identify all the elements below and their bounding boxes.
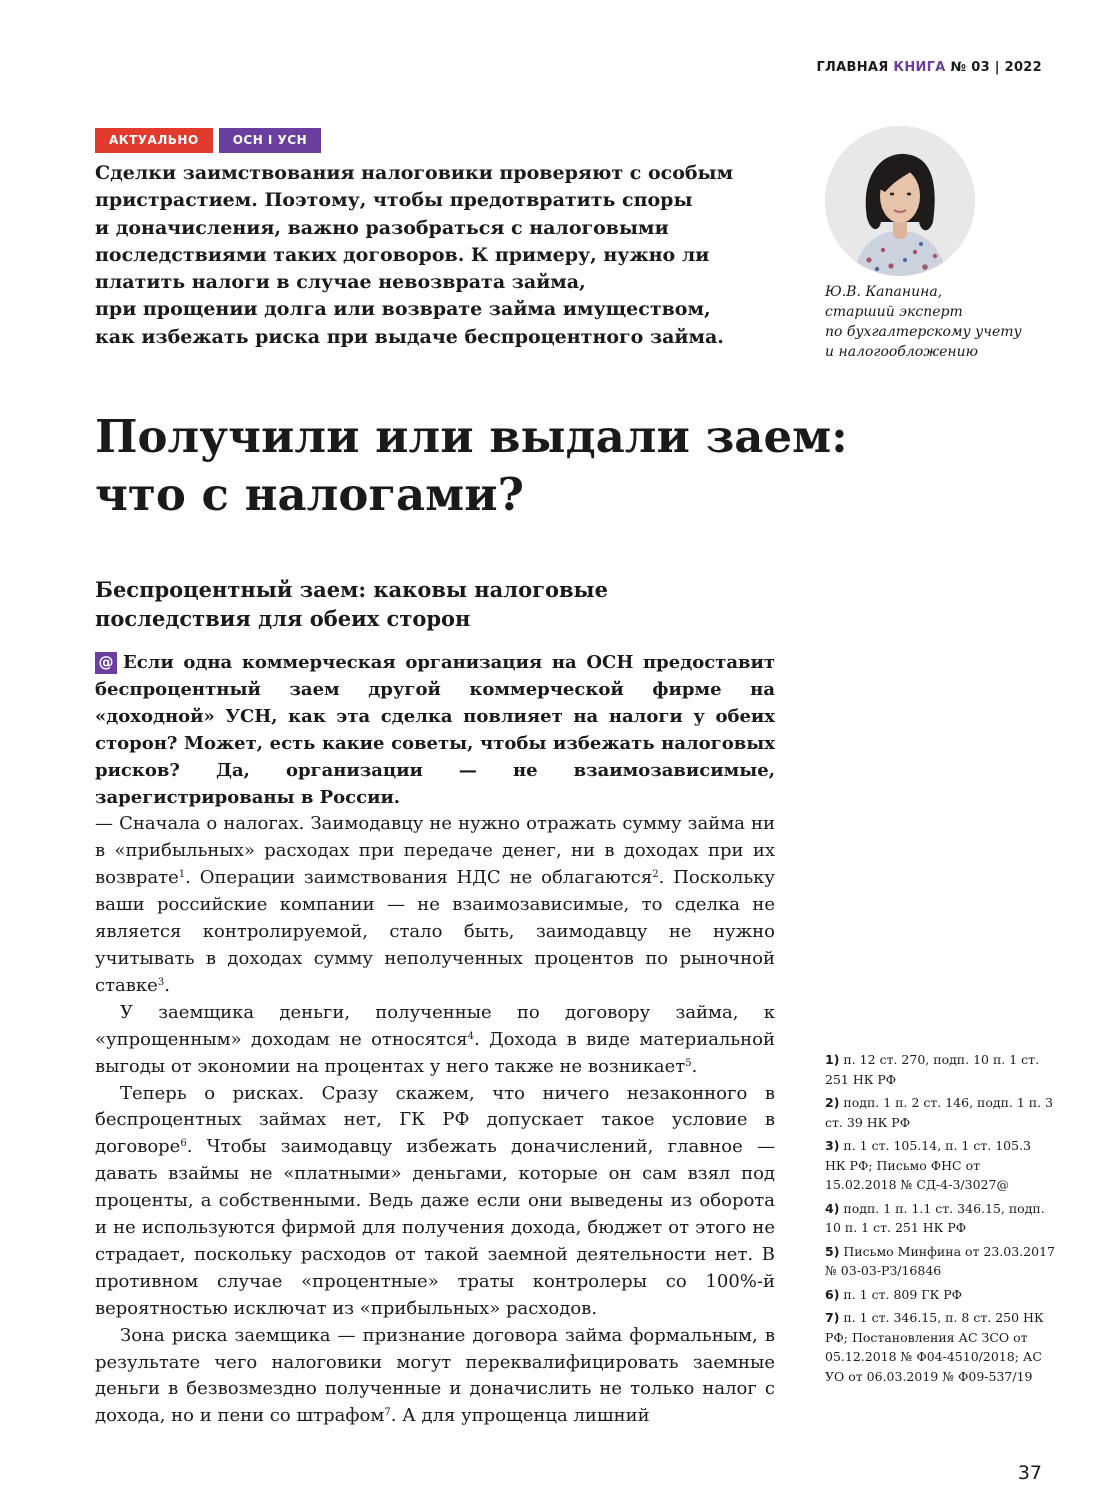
footnote-ref: 5 [685, 1057, 692, 1069]
answer-paragraph [95, 811, 775, 999]
footnote-number: 2) [825, 1095, 840, 1110]
lead-line: при прощении долга или возврате займа имуществом, [95, 298, 711, 321]
reader-question [95, 650, 775, 811]
lead-line: последствиями таких договоров. К примеру, нужно ли [95, 243, 710, 266]
footnote-text: подп. 1 п. 2 ст. 146, подп. 1 п. 3 ст. 39 НК РФ [825, 1095, 1054, 1130]
footnote [825, 1093, 1055, 1132]
footnote [825, 1050, 1055, 1089]
footnote [825, 1136, 1055, 1195]
footnote-number: 4) [825, 1200, 840, 1216]
lead-line: и доначисления, важно разобраться с налоговыми [95, 216, 669, 239]
section-heading [95, 575, 745, 633]
footnote-number: 3) [825, 1138, 840, 1153]
at-icon: @ [95, 652, 117, 674]
body-text: . А для упрощенца лишний [390, 1405, 650, 1427]
footnotes [825, 1050, 1055, 1390]
footnote-text: подп. 1 п. 1.1 ст. 346.15, подп. 10 п. 1 ст. 251 НК РФ [825, 1200, 1045, 1235]
masthead-issue: № 03 | 2022 [950, 60, 1042, 75]
question-text: Если одна коммерческая организация на ОСН предоставит беспроцентный заем другой коммерческой фирме на «доходной» УСН, как эта сделка повлияет на налоги у обеих сторон? Может, есть какие советы, чтобы избежать налоговых рисков? Да, организации — не взаимозависимые, зарегистрированы в России. [95, 652, 775, 808]
article-title-line: что с налогами? [95, 468, 524, 521]
body-text: . Чтобы заимодавцу избежать доначислений, главное — давать взаймы не «платными» деньгами, которые он сам взял под проценты, а собственными. Ведь даже если они выведены из оборота и не используются фирмой для получения дохода, бюджет от этого не страдает, поскольку расходов от такой заемной деятельности нет. В противном случае «процентные» траты контролеры со 100%-й вероятностью исключат из «прибыльных» расходов. [95, 1136, 775, 1319]
article-body [95, 650, 775, 1430]
page-number: 37 [1017, 1462, 1042, 1484]
lead-paragraph [95, 160, 775, 351]
answer-text: — Сначала о налогах. Заимодавцу не нужно отражать сумму займа ни в «прибыльных» расходах при передаче денег, ни в доходах при их возврате [95, 813, 775, 889]
body-paragraph [95, 1323, 775, 1431]
lead-line: Сделки заимствования налоговики проверяют с особым [95, 162, 734, 184]
lead-line: пристрастием. Поэтому, чтобы предотвратить споры [95, 189, 693, 212]
footnote-ref: 1 [178, 869, 186, 881]
body-text: Зона риска заемщика — признание договора займа формальным, в результате чего налоговики могут переквалифицировать заемные деньги в безвозмездно полученные и доначислить не только налог с дохода, но и пени со штрафом [95, 1324, 775, 1427]
author-role: и налогообложению [825, 344, 978, 360]
footnote [825, 1199, 1055, 1238]
body-text: . [691, 1055, 698, 1077]
author-role: по бухгалтерскому учету [825, 324, 1022, 340]
tag-osn-usn: ОСН I УСН [219, 128, 321, 153]
body-paragraph [95, 1081, 775, 1323]
footnote-ref: 4 [467, 1030, 474, 1042]
answer-text: . Операции заимствования НДС не облагаются [185, 867, 653, 889]
masthead-title: ГЛАВНАЯ [816, 60, 889, 75]
footnote [825, 1242, 1055, 1281]
tag-aktualno: АКТУАЛЬНО [95, 128, 213, 153]
footnote-text: п. 12 ст. 270, подп. 10 п. 1 ст. 251 НК РФ [825, 1052, 1040, 1087]
author-name: Ю.В. Капанина, [825, 284, 943, 300]
footnote-text: Письмо Минфина от 23.03.2017 № 03-03-РЗ/16846 [825, 1243, 1055, 1278]
body-text: Теперь о рисках. Сразу скажем, что ничего незаконного в беспроцентных займах нет, ГК РФ допускает такое условие в договоре [95, 1082, 775, 1158]
body-paragraph [95, 1000, 775, 1081]
section-heading-line: Беспроцентный заем: каковы налоговые [95, 577, 608, 602]
footnote [825, 1285, 1055, 1305]
masthead-kniga: КНИГА [893, 60, 946, 75]
footnote-text: п. 1 ст. 346.15, п. 8 ст. 250 НК РФ; Постановления АС ЗСО от 05.12.2018 № Ф04-4510/2018; АС УО от 06.03.2019 № Ф09-537/19 [825, 1310, 1044, 1384]
footnote-ref: 7 [384, 1407, 391, 1419]
footnote-ref: 3 [157, 976, 165, 988]
author-portrait-illustration [825, 126, 975, 276]
rubric-tags [95, 128, 321, 153]
footnote-number: 6) [825, 1286, 840, 1302]
footnote-number: 5) [825, 1243, 840, 1259]
author-photo [825, 126, 975, 276]
article-title-line: Получили или выдали заем: [95, 410, 848, 463]
section-heading-line: последствия для обеих сторон [95, 606, 471, 631]
footnote-ref: 2 [652, 869, 659, 881]
lead-line: платить налоги в случае невозврата займа, [95, 271, 586, 294]
answer-text: . Поскольку ваши российские компании — не взаимозависимые, то сделка не является контролируемой, стало быть, заимодавцу не нужно учитывать в доходах сумму неполученных процентов по рыночной ставке [95, 867, 775, 996]
body-text: У заемщика деньги, полученные по договору займа, к «упрощенным» доходам не относятся [95, 1001, 775, 1050]
footnote-ref: 6 [180, 1138, 187, 1150]
footnote-text: п. 1 ст. 809 ГК РФ [843, 1286, 963, 1302]
footnote [825, 1308, 1055, 1386]
author-caption [825, 282, 1055, 362]
lead-line: как избежать риска при выдаче беспроцентного займа. [95, 325, 724, 348]
footnote-number: 1) [825, 1052, 840, 1067]
masthead [816, 60, 1042, 75]
footnote-number: 7) [825, 1310, 840, 1325]
author-role: старший эксперт [825, 304, 963, 320]
body-text: . Дохода в виде материальной выгоды от экономии на процентах у него также не возникает [95, 1028, 775, 1077]
answer-text: . [164, 974, 170, 996]
article-title [95, 408, 895, 524]
footnote-text: п. 1 ст. 105.14, п. 1 ст. 105.3 НК РФ; Письмо ФНС от 15.02.2018 № СД-4-3/3027@ [825, 1138, 1032, 1192]
